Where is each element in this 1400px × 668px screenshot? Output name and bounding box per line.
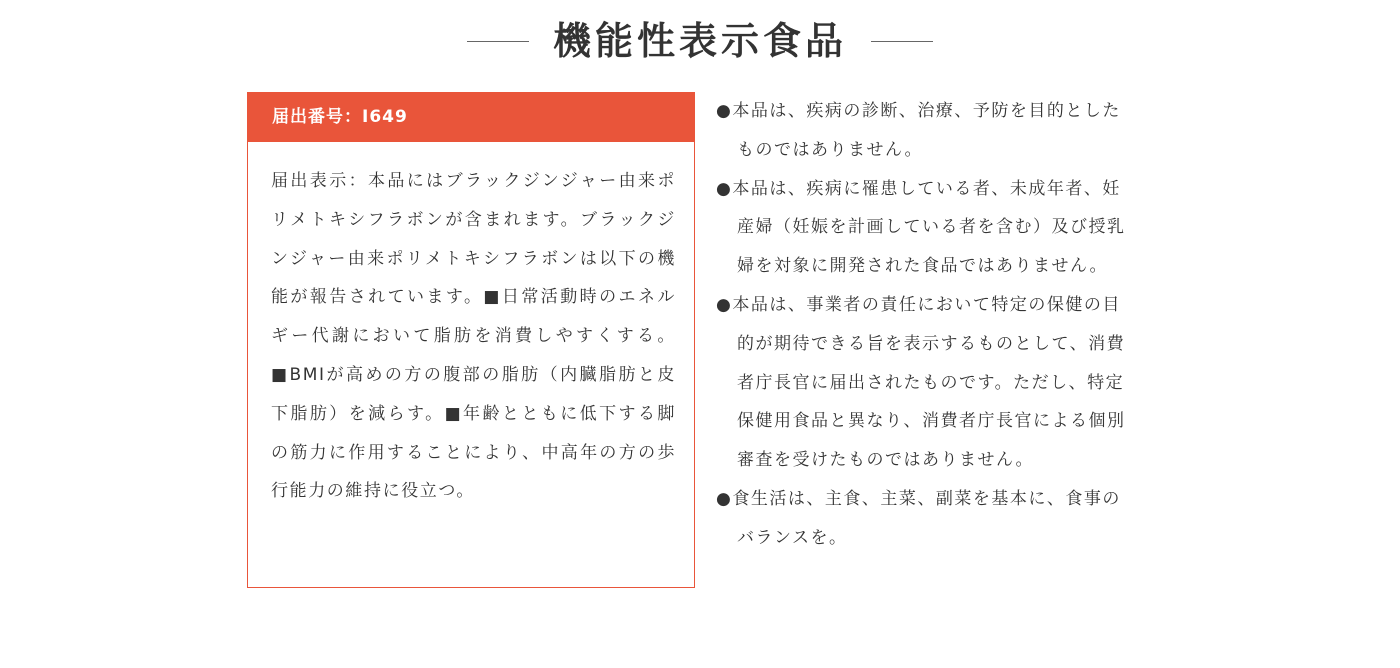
claim-abdominal-fat: ■BMIが高めの方の腹部の脂肪（内臓脂肪と皮下脂肪）を減らす。: [271, 364, 676, 424]
note-notification-disclaimer: ●本品は、事業者の責任において特定の保健の目的が期待できる旨を表示するものとして、消費者庁長官に届出されたものです。ただし、特定保健用食品と異なり、消費者庁長官による個別審査を受けたものではありません。: [716, 294, 1126, 471]
note-target-audience: ●本品は、疾病に罹患している者、未成年者、妊産婦（妊娠を計画している者を含む）及び授乳婦を対象に開発された食品ではありません。: [716, 178, 1126, 277]
notification-statement: 届出表示：本品にはブラックジンジャー由来ポリメトキシフラボンが含まれます。ブラックジンジャー由来ポリメトキシフラボンは以下の機能が報告されています。: [271, 171, 676, 308]
notification-number-header: 届出番号：I649: [248, 93, 694, 142]
note-diet-balance: ●食生活は、主食、主菜、副菜を基本に、食事のバランスを。: [716, 488, 1121, 548]
notification-box: [247, 92, 695, 588]
notification-body: [248, 142, 694, 511]
claim-leg-strength: ■年齢とともに低下する脚の筋力に作用することにより、中高年の方の歩行能力の維持に役立つ。: [271, 403, 677, 502]
title-left-rule: [467, 41, 529, 42]
page-title-area: [0, 12, 1400, 70]
claim-energy-metabolism: ■日常活動時のエネルギー代謝において脂肪を消費しやすくする。: [271, 287, 676, 347]
page-title: 機能性表示食品: [552, 19, 847, 63]
caution-notes-list: [716, 92, 1136, 558]
title-right-rule: [871, 41, 933, 42]
note-not-medical: ●本品は、疾病の診断、治療、予防を目的としたものではありません。: [716, 101, 1121, 160]
